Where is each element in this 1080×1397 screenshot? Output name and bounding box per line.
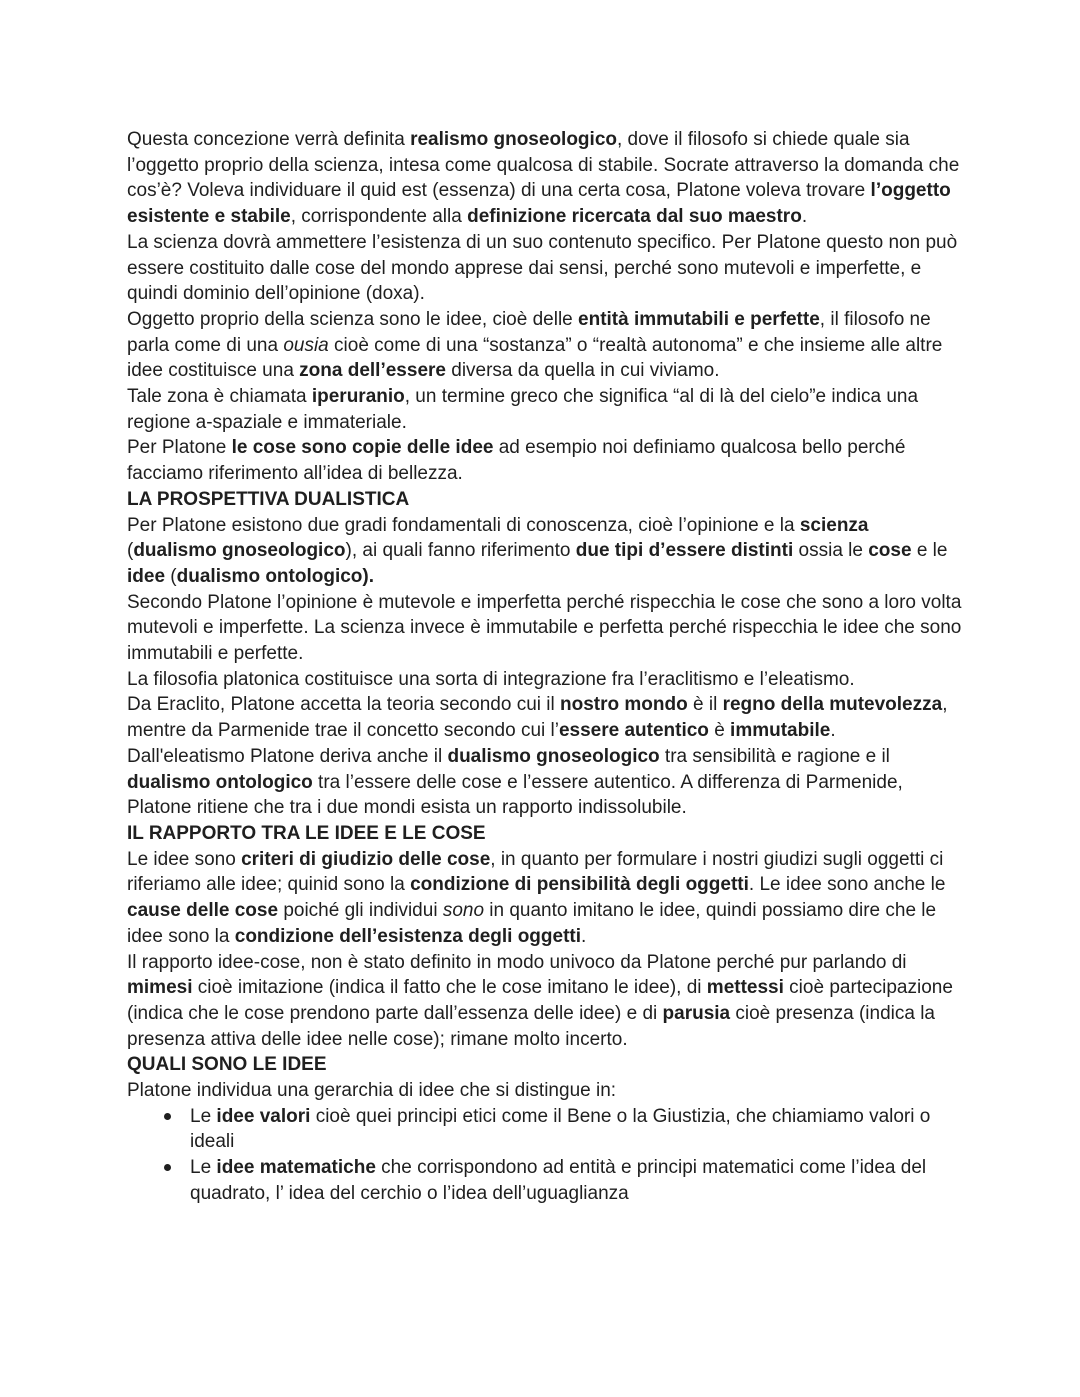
paragraph [127, 513, 962, 590]
bold-term: dualismo gnoseologico [133, 540, 346, 562]
bold-term: essere autentico [558, 720, 709, 742]
paragraph [127, 950, 962, 1053]
bold-term: cose [868, 540, 912, 562]
bold-term: definizione ricercata dal suo maestro [467, 206, 802, 228]
text-span: Oggetto proprio della scienza sono le idee, cioè delle [127, 308, 579, 330]
text-span: ), ai quali fanno riferimento [345, 540, 576, 562]
bold-term: mettessi [706, 977, 784, 999]
bold-term: dualismo gnoseologico [447, 745, 660, 767]
text-span: . [581, 925, 587, 947]
bold-term: scienza [799, 514, 869, 536]
text-span: tra l’essere delle cose e l’essere autentico. A differenza di Parmenide, Platone ritiene che tra i due mondi esista un rapporto indissolubile. [127, 771, 903, 819]
paragraph: Secondo Platone l’opinione è mutevole e imperfetta perché rispecchia le cose che sono a loro volta mutevoli e imperfette. La scienza invece è immutabile e perfetta perché rispecchia le idee che sono immutabili e perfette. [127, 591, 962, 665]
text-span: Per Platone esistono due gradi fondamentali di conoscenza, cioè l’opinione e la [127, 514, 800, 536]
text-span: ossia le [793, 540, 869, 562]
bold-term: immutabile [730, 720, 831, 742]
text-span: , mentre da Parmenide trae il concetto secondo cui l’ [127, 694, 948, 742]
text-span: è [708, 720, 731, 742]
list-item [127, 1104, 962, 1155]
bold-term: mimesi [127, 977, 193, 999]
text-span: ad esempio noi definiamo qualcosa bello perché facciamo riferimento all’idea di bellezza. [127, 437, 906, 485]
text-span: cioè presenza (indica la presenza attiva delle idee nelle cose); rimane molto incerto. [127, 1002, 935, 1050]
text-span: è il [687, 694, 723, 716]
bold-term: dualismo ontologico [127, 771, 313, 793]
text-span: ( [127, 540, 134, 562]
bold-term: realismo gnoseologico [410, 129, 617, 150]
text-span: Per Platone [127, 437, 232, 459]
bullet-icon [164, 1164, 171, 1171]
section-heading: IL RAPPORTO TRA LE IDEE E LE COSE [127, 822, 486, 844]
paragraph: La scienza dovrà ammettere l’esistenza di un suo contenuto specifico. Per Platone questo non può essere costituito dalle cose del mondo apprese dai sensi, perché sono mutevoli e imperfette, e quindi dominio dell’opinione (doxa). [127, 231, 958, 305]
text-span: cioè quei principi etici come il Bene o la Giustizia, che chiamiamo valori o ideali [190, 1105, 931, 1153]
text-span: che corrispondono ad entità e principi matematici come l’idea del quadrato, l’ idea del cerchio o l’idea dell’uguaglianza [190, 1157, 927, 1204]
bold-term: criteri di giudizio delle cose [241, 848, 491, 870]
paragraph [127, 307, 962, 384]
text-span: . Le idee sono anche le [748, 874, 946, 896]
bold-term: iperuranio [311, 386, 405, 408]
text-span: . [830, 720, 836, 742]
paragraph [127, 744, 962, 821]
italic-term: sono [442, 900, 485, 922]
text-span: Tale zona è chiamata [127, 386, 312, 408]
text-span: diversa da quella in cui viviamo. [445, 360, 720, 382]
bold-term: condizione di pensibilità degli oggetti [410, 874, 749, 896]
text-span: ( [165, 565, 177, 587]
text-span: Le idee sono [127, 848, 242, 870]
bold-term: idee valori [216, 1105, 311, 1127]
text-span: cioè come di una “sostanza” o “realtà autonoma” e che insieme alle altre idee costituisce una [127, 334, 943, 382]
section-heading: QUALI SONO LE IDEE [127, 1054, 327, 1076]
text-span: Dall'eleatismo Platone deriva anche il [127, 745, 448, 767]
text-span: . [801, 206, 808, 228]
paragraph [127, 127, 962, 230]
paragraph: La filosofia platonica costituisce una sorta di integrazione fra l’eraclitismo e l’eleatismo. [127, 668, 855, 690]
bold-term: due tipi d’essere distinti [575, 540, 794, 562]
text-span: Da Eraclito, Platone accetta la teoria secondo cui il [127, 694, 561, 716]
italic-term: ousia [283, 334, 329, 356]
bold-term: idee matematiche [216, 1157, 376, 1179]
bold-term: regno della mutevolezza [722, 694, 943, 716]
text-span: cioè imitazione (indica il fatto che le cose imitano le idee), di [192, 977, 707, 999]
bold-term: le cose sono copie delle idee [231, 437, 494, 459]
text-span: tra sensibilità e ragione e il [659, 745, 890, 767]
text-span: , un termine greco che significa “al di là del cielo”e indica una regione a-spaziale e immateriale. [127, 386, 919, 433]
section-heading: LA PROSPETTIVA DUALISTICA [127, 488, 410, 510]
list-item [127, 1155, 962, 1206]
bold-term: nostro mondo [560, 694, 688, 716]
text-span: , il filosofo ne parla come di una [127, 308, 931, 356]
text-span: Questa concezione verrà definita [127, 129, 411, 150]
paragraph: Platone individua una gerarchia di idee che si distingue in: [127, 1080, 617, 1102]
bold-term: condizione dell’esistenza degli oggetti [234, 925, 582, 947]
bullet-list [127, 1104, 962, 1207]
text-span: e le [911, 540, 948, 562]
text-span: Il rapporto idee-cose, non è stato definito in modo univoco da Platone perché pur parlando di [127, 951, 907, 973]
bold-term: dualismo ontologico). [176, 565, 375, 587]
text-span: Le [190, 1105, 217, 1127]
text-span: , corrispondente alla [290, 206, 468, 228]
paragraph [127, 435, 962, 486]
bold-term: l’oggetto esistente e stabile [127, 180, 951, 228]
bold-term: parusia [662, 1002, 731, 1024]
paragraph [127, 847, 962, 950]
text-span: , in quanto per formulare i nostri giudizi sugli oggetti ci riferiamo alle idee; quinid sono la [127, 848, 944, 896]
bold-term: idee [127, 565, 166, 587]
text-span: poiché gli individui [278, 900, 443, 922]
paragraph [127, 384, 962, 435]
document-page [127, 127, 962, 1207]
text-span: Le [190, 1157, 217, 1179]
bold-term: cause delle cose [127, 900, 279, 922]
paragraph [127, 692, 962, 743]
text-span: , dove il filosofo si chiede quale sia l’oggetto proprio della scienza, intesa come qualcosa di stabile. Socrate attraverso la domanda che cos’è? Voleva individuare il quid est (essenza) di una certa cosa, Platone voleva trovare [127, 129, 960, 202]
text-span: in quanto imitano le idee, quindi possiamo dire che le idee sono la [127, 900, 937, 947]
text-span: cioè partecipazione (indica che le cose prendono parte dall’essenza delle idee) e di [127, 977, 953, 1024]
bold-term: entità immutabili e perfette [578, 308, 820, 330]
bold-term: zona dell’essere [299, 360, 446, 382]
bullet-icon [164, 1113, 171, 1120]
